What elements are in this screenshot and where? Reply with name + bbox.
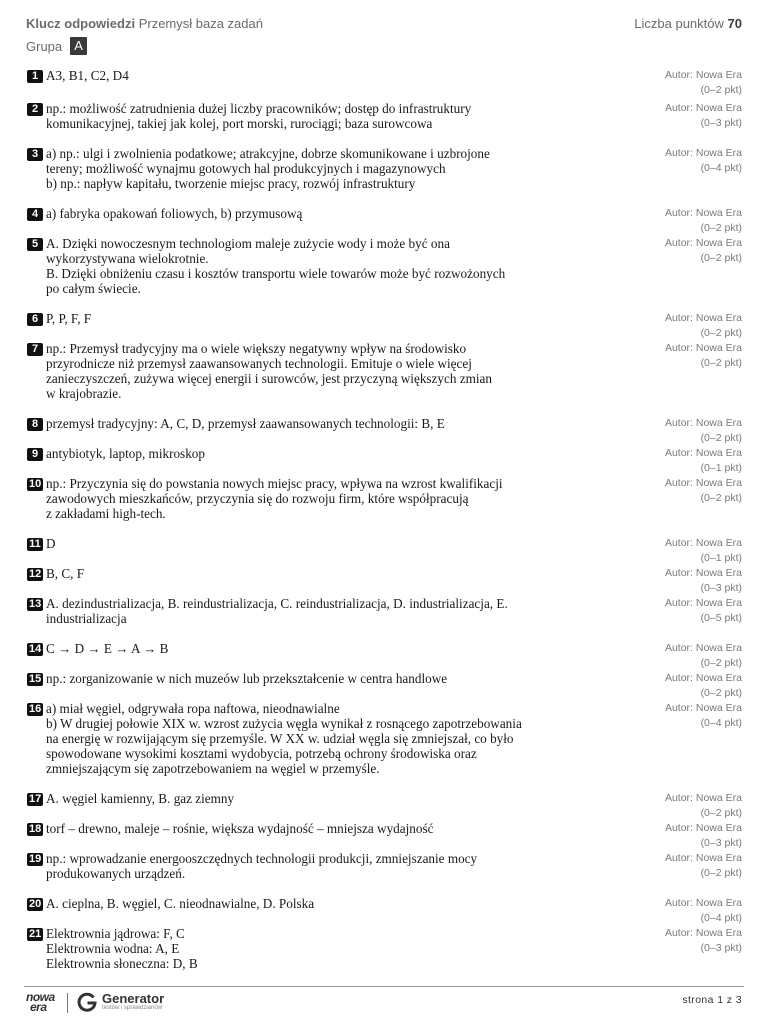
answer-line: np.: wprowadzanie energooszczędnych technologii produkcji, zmniejszanie mocy	[46, 851, 478, 866]
author-label: Autor: Nowa Era	[664, 597, 742, 609]
answer-line: A. dezindustrializacja, B. reindustrializacja, C. reindustrializacja, D. industrializacja, E.	[46, 596, 508, 611]
author-label: Autor: Nowa Era	[664, 312, 742, 324]
answer-meta	[665, 821, 742, 850]
question-number-badge: 1	[27, 70, 43, 83]
points-range: (0–3 pkt)	[700, 116, 742, 129]
answer-text	[46, 851, 586, 881]
question-number-badge: 15	[29, 673, 42, 685]
answer-line: przemysł tradycyjny: A, C, D, przemysł zaawansowanych technologii: B, E	[46, 416, 445, 431]
answer-line: C → D → E → A → B	[46, 641, 169, 656]
answer-meta	[665, 896, 742, 925]
answer-text	[46, 926, 586, 971]
answer-text	[46, 146, 586, 191]
author-label: Autor: Nowa Era	[664, 537, 742, 549]
question-number-badge: 20	[29, 898, 42, 910]
answer-meta	[665, 236, 742, 265]
answer-meta	[665, 476, 742, 505]
points-value: 70	[727, 16, 742, 31]
answer-line: produkowanych urządzeń.	[46, 866, 186, 881]
question-number-badge: 7	[27, 343, 43, 356]
group-indicator	[26, 36, 87, 56]
answer-text	[46, 791, 586, 806]
author-label: Autor: Nowa Era	[664, 447, 742, 459]
document-title	[26, 16, 263, 31]
answer-line: np.: Przemysł tradycyjny ma o wiele większy negatywny wpływ na środowisko	[46, 341, 467, 356]
points-range: (0–2 pkt)	[700, 656, 742, 669]
answer-line: a) miał węgiel, odgrywała ropa naftowa, nieodnawialne	[46, 701, 340, 716]
nowa-era-logo	[24, 990, 60, 1016]
answer-meta	[665, 101, 742, 130]
answer-meta	[665, 416, 742, 445]
answer-meta	[665, 926, 742, 955]
question-number-badge: 8	[27, 418, 43, 431]
points-label: Liczba punktów	[634, 16, 724, 31]
answer-meta	[665, 446, 742, 475]
answer-text	[46, 821, 586, 836]
answer-line: A. Dzięki nowoczesnym technologiom maleje zużycie wody i może być ona	[46, 236, 450, 251]
points-range: (0–1 pkt)	[700, 551, 742, 564]
author-label: Autor: Nowa Era	[664, 672, 742, 684]
question-number-badge: 21	[29, 928, 42, 940]
points-range: (0–2 pkt)	[700, 221, 742, 234]
answer-line: przyrodnicze niż przemysł zaawansowanych technologii. Emituje o wiele więcej	[46, 356, 472, 371]
points-range: (0–4 pkt)	[700, 161, 742, 174]
answer-text	[46, 536, 586, 551]
answer-text	[46, 311, 586, 326]
question-number-badge: 18	[29, 823, 42, 835]
points-total	[634, 16, 742, 31]
points-range: (0–2 pkt)	[700, 251, 742, 264]
answer-line: Elektrownia jądrowa: F, C	[46, 926, 185, 941]
author-label: Autor: Nowa Era	[664, 102, 742, 114]
group-label: Grupa	[26, 38, 63, 54]
question-number-badge: 2	[27, 103, 43, 116]
author-label: Autor: Nowa Era	[664, 822, 742, 834]
author-label: Autor: Nowa Era	[664, 342, 742, 354]
answer-line: antybiotyk, laptop, mikroskop	[46, 446, 205, 461]
question-number-badge: 14	[29, 643, 42, 655]
answer-text	[46, 206, 586, 221]
page-number: strona 1 z 3	[682, 994, 742, 1006]
generator-subtitle: testów i sprawdzianów	[102, 1005, 163, 1011]
title-rest: Przemysł baza zadań	[138, 16, 263, 31]
group-badge: A	[70, 37, 87, 55]
answer-line: z zakładami high-tech.	[46, 506, 166, 521]
points-range: (0–5 pkt)	[700, 611, 742, 624]
answer-line: zawodowych mieszkańców, przyczynia się do rozwoju firm, które współpracują	[46, 491, 469, 506]
answer-line: b) W drugiej połowie XIX w. wzrost zużycia węgla wynikał z rosnącego zapotrzebowania	[46, 716, 522, 731]
logo-era-text: era	[30, 1000, 47, 1014]
answer-line: B, C, F	[46, 566, 85, 581]
generator-name: Generator	[102, 991, 165, 1006]
answer-line: P, P, F, F	[46, 311, 92, 326]
answer-line: po całym świecie.	[46, 281, 141, 296]
answer-meta	[665, 851, 742, 880]
answer-line: spowodowane wysokimi kosztami wydobycia, potrzebą ochrony środowiska oraz	[46, 746, 477, 761]
question-number-badge: 13	[29, 598, 42, 610]
points-range: (0–2 pkt)	[700, 491, 742, 504]
points-range: (0–2 pkt)	[700, 866, 742, 879]
points-range: (0–2 pkt)	[700, 686, 742, 699]
logo-divider	[67, 993, 68, 1013]
question-number-badge: 3	[27, 148, 43, 161]
points-range: (0–3 pkt)	[700, 941, 742, 954]
answer-text	[46, 896, 586, 911]
author-label: Autor: Nowa Era	[664, 417, 742, 429]
points-range: (0–2 pkt)	[700, 83, 742, 96]
page-footer	[24, 986, 744, 1016]
answer-text	[46, 416, 586, 431]
author-label: Autor: Nowa Era	[664, 207, 742, 219]
answer-text	[46, 446, 586, 461]
answer-text	[46, 476, 586, 521]
answer-text	[46, 671, 586, 686]
answer-line: torf – drewno, maleje – rośnie, większa wydajność – mniejsza wydajność	[46, 821, 434, 836]
answer-meta	[665, 701, 742, 730]
answer-meta	[665, 596, 742, 625]
question-number-badge: 9	[27, 448, 43, 461]
author-label: Autor: Nowa Era	[664, 477, 742, 489]
question-number-badge: 6	[27, 313, 43, 326]
answer-line: B. Dzięki obniżeniu czasu i kosztów transportu wiele towarów może być rozwożonych	[46, 266, 506, 281]
answer-text	[46, 101, 586, 131]
answer-meta	[665, 311, 742, 340]
question-number-badge: 12	[29, 568, 42, 580]
points-range: (0–2 pkt)	[700, 806, 742, 819]
answer-meta	[665, 671, 742, 700]
question-number-badge: 5	[27, 238, 43, 251]
answer-text	[46, 566, 586, 581]
answer-line: na energię w rozwijającym się przemyśle. W XX w. udział węgla się zmniejszał, co było	[46, 731, 514, 746]
answer-line: np.: Przyczynia się do powstania nowych miejsc pracy, wpływa na wzrost kwalifikacji	[46, 476, 503, 491]
answer-text	[46, 68, 586, 83]
answer-line: A. cieplna, B. węgiel, C. nieodnawialne, D. Polska	[46, 896, 315, 911]
title-bold: Klucz odpowiedzi	[26, 16, 136, 31]
answer-line: D	[46, 536, 56, 551]
answer-line: A. węgiel kamienny, B. gaz ziemny	[46, 791, 235, 806]
question-number-badge: 10	[29, 478, 42, 490]
answer-text	[46, 341, 586, 401]
answer-text	[46, 701, 586, 776]
answer-line: komunikacyjnej, takiej jak kolej, port morski, rurociągi; baza surowcowa	[46, 116, 433, 131]
author-label: Autor: Nowa Era	[664, 927, 742, 939]
author-label: Autor: Nowa Era	[664, 897, 742, 909]
answer-line: np.: zorganizowanie w nich muzeów lub przekształcenie w centra handlowe	[46, 671, 448, 686]
question-number-badge: 19	[29, 853, 42, 865]
answer-line: b) np.: napływ kapitału, tworzenie miejsc pracy, rozwój infrastruktury	[46, 176, 416, 191]
question-number-badge: 16	[29, 703, 42, 715]
author-label: Autor: Nowa Era	[664, 702, 742, 714]
question-number-badge: 11	[27, 538, 43, 551]
answer-line: np.: możliwość zatrudnienia dużej liczby pracowników; dostęp do infrastruktury	[46, 101, 472, 116]
points-range: (0–3 pkt)	[700, 581, 742, 594]
logo-nowa-text: nowa	[26, 990, 55, 1004]
answer-meta	[665, 791, 742, 820]
answer-meta	[665, 641, 742, 670]
author-label: Autor: Nowa Era	[664, 69, 742, 81]
author-label: Autor: Nowa Era	[664, 792, 742, 804]
answer-line: wykorzystywana wielokrotnie.	[46, 251, 209, 266]
answer-line: a) fabryka opakowań foliowych, b) przymusową	[46, 206, 303, 221]
points-range: (0–4 pkt)	[700, 911, 742, 924]
answer-line: zmniejszającym się zapotrzebowaniem na węgiel w przemyśle.	[46, 761, 380, 776]
answer-meta	[665, 206, 742, 235]
points-range: (0–4 pkt)	[700, 716, 742, 729]
answer-line: zanieczyszczeń, zużywa więcej energii i surowców, jest przyczyną większych zmian	[46, 371, 492, 386]
question-number-badge: 4	[27, 208, 43, 221]
answer-meta	[665, 341, 742, 370]
author-label: Autor: Nowa Era	[664, 642, 742, 654]
points-range: (0–3 pkt)	[700, 836, 742, 849]
author-label: Autor: Nowa Era	[664, 147, 742, 159]
generator-g-icon	[76, 991, 98, 1013]
answer-line: tereny; możliwość wynajmu gotowych hal produkcyjnych i magazynowych	[46, 161, 446, 176]
answer-meta	[665, 146, 742, 175]
answer-meta	[665, 566, 742, 595]
answer-line: Elektrownia wodna: A, E	[46, 941, 180, 956]
answer-line: w krajobrazie.	[46, 386, 122, 401]
answer-text	[46, 641, 586, 656]
answer-line: industrializacja	[46, 611, 127, 626]
answer-text	[46, 236, 586, 296]
author-label: Autor: Nowa Era	[664, 237, 742, 249]
answer-meta	[665, 68, 742, 97]
author-label: Autor: Nowa Era	[664, 852, 742, 864]
answer-text	[46, 596, 586, 626]
answer-line: A3, B1, C2, D4	[46, 68, 129, 83]
author-label: Autor: Nowa Era	[664, 567, 742, 579]
points-range: (0–1 pkt)	[700, 461, 742, 474]
points-range: (0–2 pkt)	[700, 356, 742, 369]
points-range: (0–2 pkt)	[700, 431, 742, 444]
answer-line: Elektrownia słoneczna: D, B	[46, 956, 198, 971]
question-number-badge: 17	[29, 793, 42, 805]
answer-line: a) np.: ulgi i zwolnienia podatkowe; atrakcyjne, dobrze skomunikowane i uzbrojone	[46, 146, 490, 161]
page-header	[26, 16, 742, 60]
points-range: (0–2 pkt)	[700, 326, 742, 339]
answer-meta	[665, 536, 742, 565]
